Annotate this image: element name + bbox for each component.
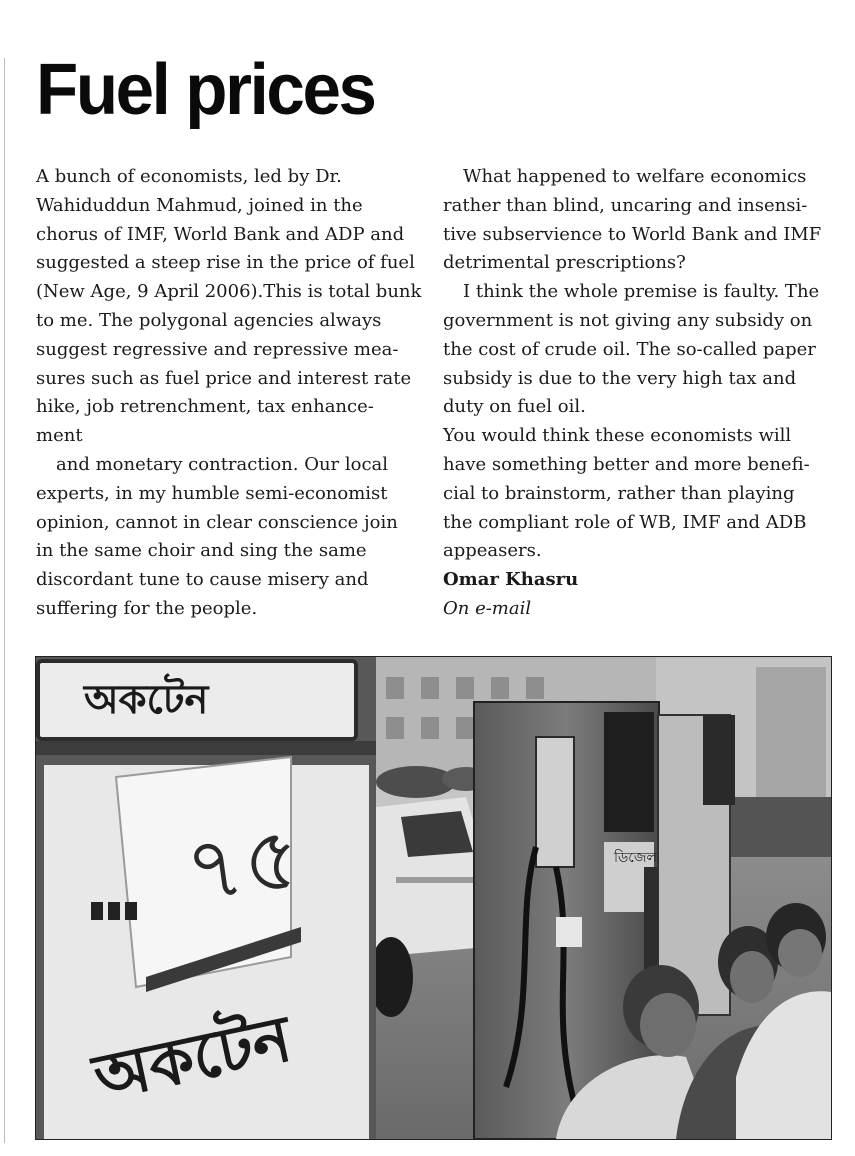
text-line: suggest regressive and repressive mea- (36, 338, 399, 360)
text-line: experts, in my humble semi-economist (36, 482, 388, 504)
diesel-label: ডিজেল (614, 850, 657, 866)
text-line: Wahiduddun Mahmud, joined in the (36, 194, 363, 216)
text-line: duty on fuel oil. (443, 396, 586, 418)
text-line: rather than blind, uncaring and insensi- (443, 194, 808, 216)
headline: Fuel prices (36, 50, 375, 130)
text-line: tive subservience to World Bank and IMF (443, 223, 822, 245)
text-line: the compliant role of WB, IMF and ADB (443, 511, 807, 533)
text-line: You would think these economists will (443, 425, 792, 447)
text-line: hike, job retrenchment, tax enhance- (36, 396, 374, 418)
text-line: suggested a steep rise in the price of fuel (36, 252, 415, 274)
text-line: What happened to welfare economics (463, 166, 807, 187)
news-photo (35, 656, 832, 1140)
text-line: suffering for the people. (36, 597, 258, 619)
text-line: appeasers. (443, 540, 542, 562)
right-column (443, 163, 825, 624)
octane-sign-top: অকটেন (84, 677, 209, 723)
text-line: subsidy is due to the very high tax and (443, 367, 797, 389)
text-line: opinion, cannot in clear conscience join (36, 511, 398, 533)
pump-number: ৭৫ (179, 805, 307, 924)
author-source: On e-mail (443, 597, 532, 619)
text-line: I think the whole premise is faulty. The (463, 281, 820, 303)
text-line: cial to brainstorm, rather than playing (443, 482, 795, 504)
text-line: in the same choir and sing the same (36, 540, 367, 562)
author-name: Omar Khasru (443, 569, 579, 591)
text-line: have something better and more benefi- (443, 453, 810, 475)
text-line: to me. The polygonal agencies always (36, 309, 382, 331)
text-line: detrimental prescriptions? (443, 252, 686, 274)
left-column (36, 163, 422, 624)
text-line: the cost of crude oil. The so-called paper (443, 338, 816, 360)
column-rule (4, 58, 5, 1143)
text-line: chorus of IMF, World Bank and ADP and (36, 223, 405, 245)
text-line: sures such as fuel price and interest rate (36, 367, 412, 389)
text-line: and monetary contraction. Our local (56, 453, 389, 475)
text-line: A bunch of economists, led by Dr. (36, 166, 342, 187)
octane-sign-bottom: অকটেন (87, 1002, 298, 1116)
text-line: ment (36, 425, 83, 447)
text-line: discordant tune to cause misery and (36, 569, 369, 591)
text-line: (New Age, 9 April 2006).This is total bunk (36, 281, 422, 303)
text-line: government is not giving any subsidy on (443, 309, 813, 331)
